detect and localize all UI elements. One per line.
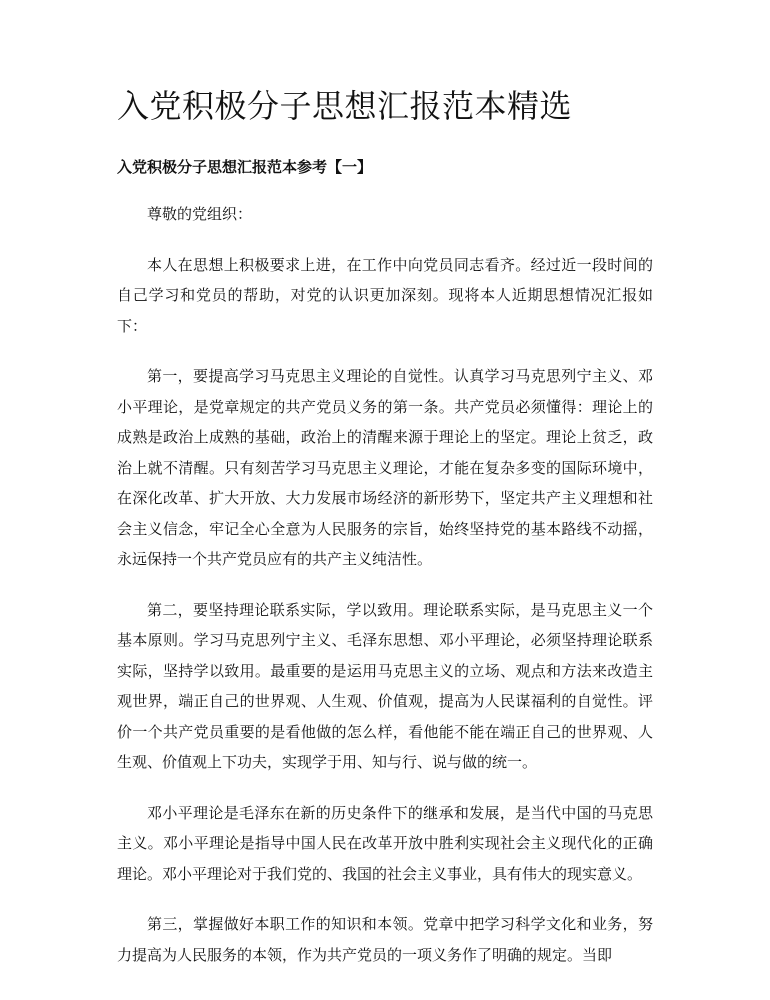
document-body: [117, 199, 653, 990]
paragraph-second-point: 第二，要坚持理论联系实际，学以致用。理论联系实际，是马克思主义一个基本原则。学习马克思列宁主义、毛泽东思想、邓小平理论，必须坚持理论联系实际，坚持学以致用。最重要的是运用马克思主义的立场、观点和方法来改造主观世界，端正自己的世界观、人生观、价值观，提高为人民谋福利的自觉性。评价一个共产党员重要的是看他做的怎么样，看他能不能在端正自己的世界观、人生观、价值观上下功夫，实现学于用、知与行、说与做的统一。: [117, 600, 653, 771]
salutation: 尊敬的党组织：: [147, 205, 253, 223]
paragraph-first-point: 第一，要提高学习马克思主义理论的自觉性。认真学习马克思列宁主义、邓小平理论，是党章规定的共产党员义务的第一条。共产党员必须懂得：理论上的成熟是政治上成熟的基础，政治上的清醒来源于理论上的坚定。理论上贫乏，政治上就不清醒。只有刻苦学习马克思主义理论，才能在复杂多变的国际环境中，在深化改革、扩大开放、大力发展市场经济的新形势下，坚定共产主义理想和社会主义信念，牢记全心全意为人民服务的宗旨，始终坚持党的基本路线不动摇，永远保持一个共产党员应有的共产主义纯洁性。: [117, 367, 653, 568]
document-title: 入党积极分子思想汇报范本精选: [117, 87, 573, 125]
section-heading: 入党积极分子思想汇报范本参考【一】: [117, 158, 373, 176]
paragraph-intro: 本人在思想上积极要求上进，在工作中向党员同志看齐。经过近一段时间的自己学习和党员的帮助，对党的认识更加深刻。现将本人近期思想情况汇报如下：: [117, 255, 653, 335]
paragraph-deng-theory: 邓小平理论是毛泽东在新的历史条件下的继承和发展，是当代中国的马克思主义。邓小平理论是指导中国人民在改革开放中胜利实现社会主义现代化的正确理论。邓小平理论对于我们党的、我国的社会主义事业，具有伟大的现实意义。: [117, 803, 653, 883]
paragraph-third-point: 第三，掌握做好本职工作的知识和本领。党章中把学习科学文化和业务，努力提高为人民服务的本领，作为共产党员的一项义务作了明确的规定。当即: [117, 915, 653, 964]
